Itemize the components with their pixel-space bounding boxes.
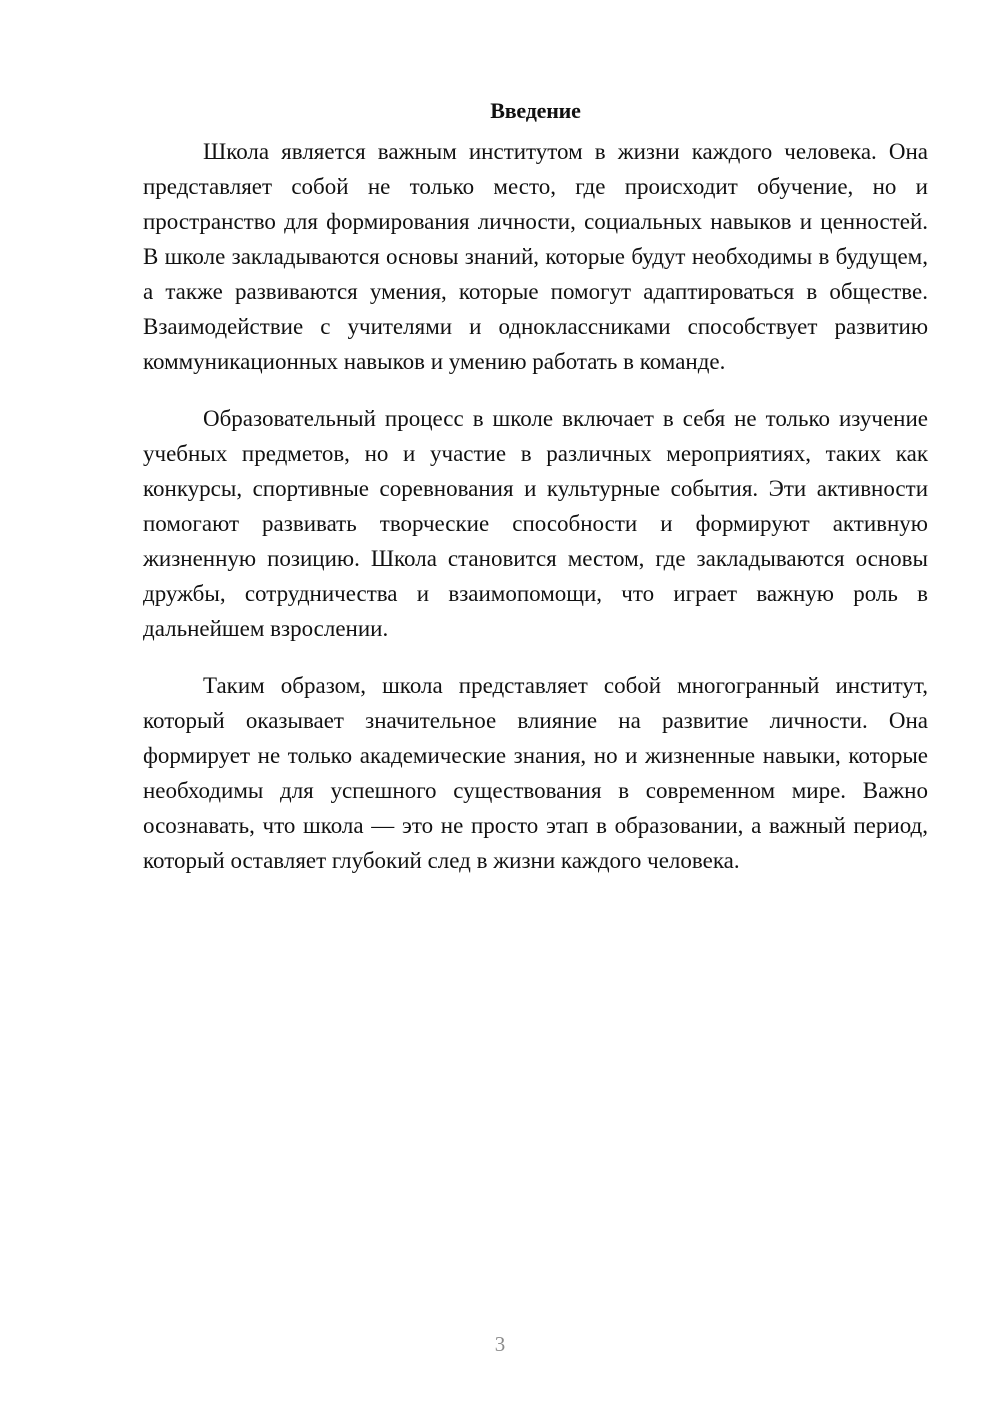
paragraph-3: Таким образом, школа представляет собой многогранный институт, который оказывает значительное влияние на развитие личности. Она формирует не только академические знания, но и жизненные навыки, которые необходимы для успешного существования в современном мире. Важно осознавать, что школа — это не просто этап в образовании, а важный период, который оставляет глубокий след в жизни каждого человека.: [143, 673, 928, 873]
paragraph-2: Образовательный процесс в школе включает в себя не только изучение учебных предметов, но и участие в различных мероприятиях, таких как конкурсы, спортивные соревнования и культурные события. Эти активности помогают развивать творческие способности и формируют активную жизненную позицию. Школа становится местом, где закладываются основы дружбы, сотрудничества и взаимопомощи, что играет важную роль в дальнейшем взрослении.: [143, 406, 928, 641]
page-number: 3: [494, 1332, 506, 1356]
section-heading: Введение: [490, 98, 581, 123]
paragraph-1: Школа является важным институтом в жизни каждого человека. Она представляет собой не только место, где происходит обучение, но и пространство для формирования личности, социальных навыков и ценностей. В школе закладываются основы знаний, которые будут необходимы в будущем, а также развиваются умения, которые помогут адаптироваться в обществе. Взаимодействие с учителями и одноклассниками способствует развитию коммуникационных навыков и умению работать в команде.: [143, 139, 928, 374]
